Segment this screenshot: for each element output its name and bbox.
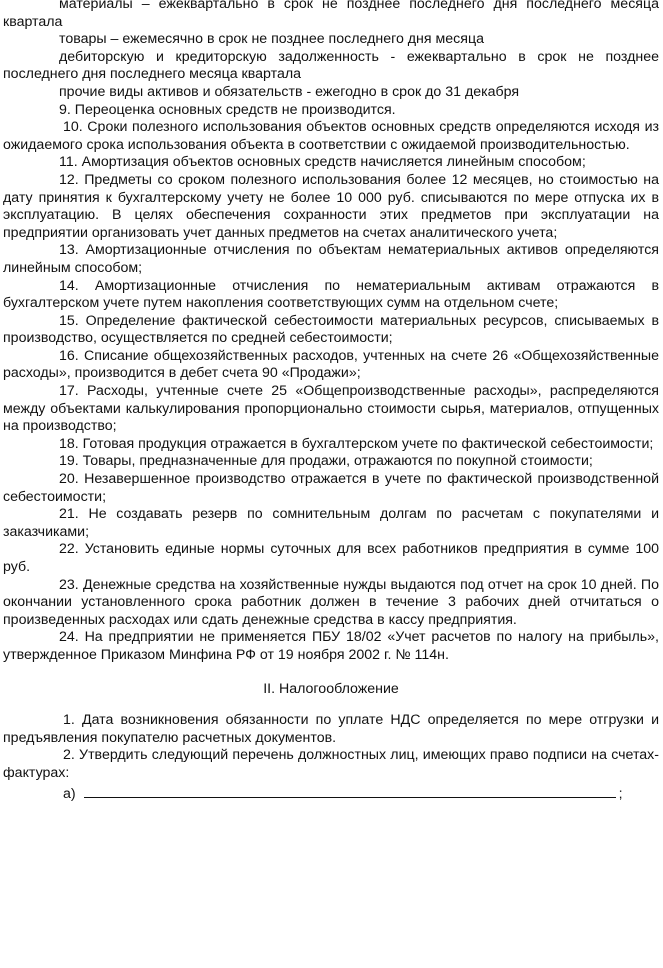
paragraph: 9. Переоценка основных средств не производится. — [59, 101, 396, 118]
paragraph: 2. Утвердить следующий перечень должностных лиц, имеющих право подписи на счетах-фактурах: — [3, 747, 659, 781]
paragraph: 12. Предметы со сроком полезного использования более 12 месяцев, но стоимостью на дату принятия к бухгалтерскому учету не более 10 000 руб. списываются по мере отпуска их в эксплуатацию. В целях обеспечения сохранности этих предметов при эксплуатации на предприятии организовать учет данных предметов на счетах аналитического учета; — [3, 171, 659, 241]
paragraph: 16. Списание общехозяйственных расходов, учтенных на счете 26 «Общехозяйственные расходы», производится в дебет счета 90 «Продажи»; — [3, 347, 659, 382]
paragraph: 19. Товары, предназначенные для продажи, отражаются по покупной стоимости; — [59, 453, 593, 470]
signatory-suffix: ; — [618, 785, 623, 802]
paragraph: 10. Сроки полезного использования объектов основных средств определяются исходя из ожидаемого срока использования объекта в соответствии с ожидаемой производительностью. — [3, 119, 659, 153]
paragraph: 14. Амортизационные отчисления по нематериальным активам отражаются в бухгалтерском учете путем накопления соответствующих сумм на отдельном счете; — [3, 277, 659, 312]
signatory-row — [63, 783, 659, 804]
paragraph: материалы – ежеквартально в срок не позднее последнего дня последнего месяца квартала — [3, 0, 659, 30]
paragraph: 11. Амортизация объектов основных средств начисляется линейным способом; — [59, 154, 586, 171]
paragraph: 17. Расходы, учтенные счете 25 «Общепроизводственные расходы», распределяются между объектами калькулирования пропорционально стоимости сырья, материалов, отпущенных на производство; — [3, 383, 659, 435]
paragraph: 24. На предприятии не применяется ПБУ 18/02 «Учет расчетов по налогу на прибыль», утвержденное Приказом Минфина РФ от 19 ноября 2002 г. № 114н. — [3, 629, 659, 663]
paragraph: 13. Амортизационные отчисления по объектам нематериальных активов определяются линейным способом; — [3, 242, 659, 276]
paragraph: 23. Денежные средства на хозяйственные нужды выдаются под отчет на срок 10 дней. По окончании установленного срока работник должен в течение 3 рабочих дней отчитаться о произведенных расходах или сдать денежные средства в кассу предприятия. — [3, 576, 659, 628]
paragraph: прочие виды активов и обязательств - ежегодно в срок до 31 декабря — [59, 83, 520, 100]
paragraph: 18. Готовая продукция отражается в бухгалтерском учете по фактической себестоимости; — [59, 435, 654, 452]
section-title: II. Налогообложение — [263, 680, 399, 697]
signatory-blank-line[interactable] — [84, 783, 616, 798]
accounting-policy-list — [3, 0, 659, 665]
paragraph: 1. Дата возникновения обязанности по уплате НДС определяется по мере отгрузки и предъявления покупателю расчетных документов. — [3, 712, 659, 746]
paragraph: 22. Установить единые нормы суточных для всех работников предприятия в сумме 100 руб. — [3, 541, 659, 575]
document-content — [3, 0, 659, 803]
signatory-label: а) — [63, 785, 76, 802]
paragraph: 21. Не создавать резерв по сомнительным долгам по расчетам с покупателями и заказчиками; — [3, 506, 659, 540]
paragraph: товары – ежемесячно в срок не позднее последнего дня месяца — [59, 31, 484, 48]
paragraph: 20. Незавершенное производство отражается в учете по фактической производственной себестоимости; — [3, 471, 659, 505]
paragraph: 15. Определение фактической себестоимости материальных ресурсов, списываемых в производство, осуществляется по средней себестоимости; — [3, 312, 659, 347]
taxation-list — [3, 712, 659, 782]
paragraph: дебиторскую и кредиторскую задолженность - ежеквартально в срок не позднее последнего дня последнего месяца квартала — [3, 48, 659, 83]
